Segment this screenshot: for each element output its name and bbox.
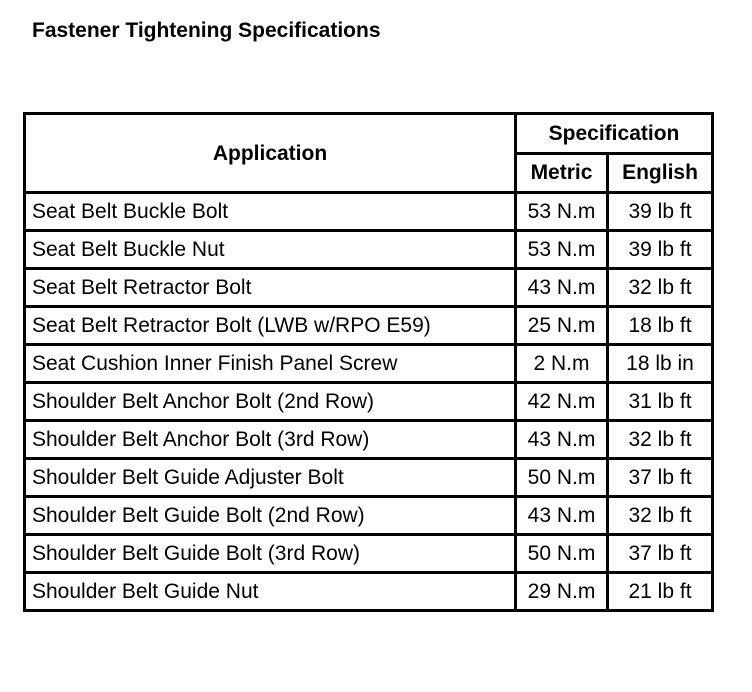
metric-cell: 2 N.m bbox=[516, 345, 608, 383]
application-cell: Seat Cushion Inner Finish Panel Screw bbox=[25, 345, 516, 383]
application-cell: Seat Belt Buckle Bolt bbox=[25, 193, 516, 231]
application-cell: Seat Belt Buckle Nut bbox=[25, 231, 516, 269]
table-row bbox=[25, 421, 713, 459]
table-row bbox=[25, 535, 713, 573]
english-cell: 21 lb ft bbox=[608, 573, 713, 611]
metric-cell: 29 N.m bbox=[516, 573, 608, 611]
metric-cell: 43 N.m bbox=[516, 421, 608, 459]
application-header: Application bbox=[25, 114, 516, 193]
english-cell: 32 lb ft bbox=[608, 421, 713, 459]
metric-cell: 50 N.m bbox=[516, 535, 608, 573]
application-cell: Shoulder Belt Guide Adjuster Bolt bbox=[25, 459, 516, 497]
metric-cell: 53 N.m bbox=[516, 193, 608, 231]
english-cell: 31 lb ft bbox=[608, 383, 713, 421]
metric-cell: 25 N.m bbox=[516, 307, 608, 345]
english-header: English bbox=[608, 153, 713, 193]
application-cell: Shoulder Belt Guide Nut bbox=[25, 573, 516, 611]
document-title: Fastener Tightening Specifications bbox=[32, 19, 381, 42]
application-cell: Shoulder Belt Guide Bolt (2nd Row) bbox=[25, 497, 516, 535]
table-row bbox=[25, 193, 713, 231]
english-cell: 39 lb ft bbox=[608, 193, 713, 231]
application-cell: Seat Belt Retractor Bolt bbox=[25, 269, 516, 307]
application-cell: Seat Belt Retractor Bolt (LWB w/RPO E59) bbox=[25, 307, 516, 345]
table-row bbox=[25, 573, 713, 611]
metric-cell: 53 N.m bbox=[516, 231, 608, 269]
metric-header: Metric bbox=[516, 153, 608, 193]
application-cell: Shoulder Belt Anchor Bolt (3rd Row) bbox=[25, 421, 516, 459]
english-cell: 18 lb ft bbox=[608, 307, 713, 345]
english-cell: 32 lb ft bbox=[608, 269, 713, 307]
specification-header: Specification bbox=[516, 114, 713, 154]
application-cell: Shoulder Belt Guide Bolt (3rd Row) bbox=[25, 535, 516, 573]
english-cell: 37 lb ft bbox=[608, 535, 713, 573]
table-row bbox=[25, 497, 713, 535]
table-row bbox=[25, 459, 713, 497]
table-row bbox=[25, 307, 713, 345]
metric-cell: 43 N.m bbox=[516, 497, 608, 535]
english-cell: 37 lb ft bbox=[608, 459, 713, 497]
english-cell: 18 lb in bbox=[608, 345, 713, 383]
english-cell: 39 lb ft bbox=[608, 231, 713, 269]
table-row bbox=[25, 269, 713, 307]
metric-cell: 43 N.m bbox=[516, 269, 608, 307]
specification-table bbox=[23, 112, 714, 612]
header-row-top bbox=[25, 114, 713, 154]
application-cell: Shoulder Belt Anchor Bolt (2nd Row) bbox=[25, 383, 516, 421]
english-cell: 32 lb ft bbox=[608, 497, 713, 535]
metric-cell: 50 N.m bbox=[516, 459, 608, 497]
metric-cell: 42 N.m bbox=[516, 383, 608, 421]
table-row bbox=[25, 383, 713, 421]
table-row bbox=[25, 231, 713, 269]
table-row bbox=[25, 345, 713, 383]
